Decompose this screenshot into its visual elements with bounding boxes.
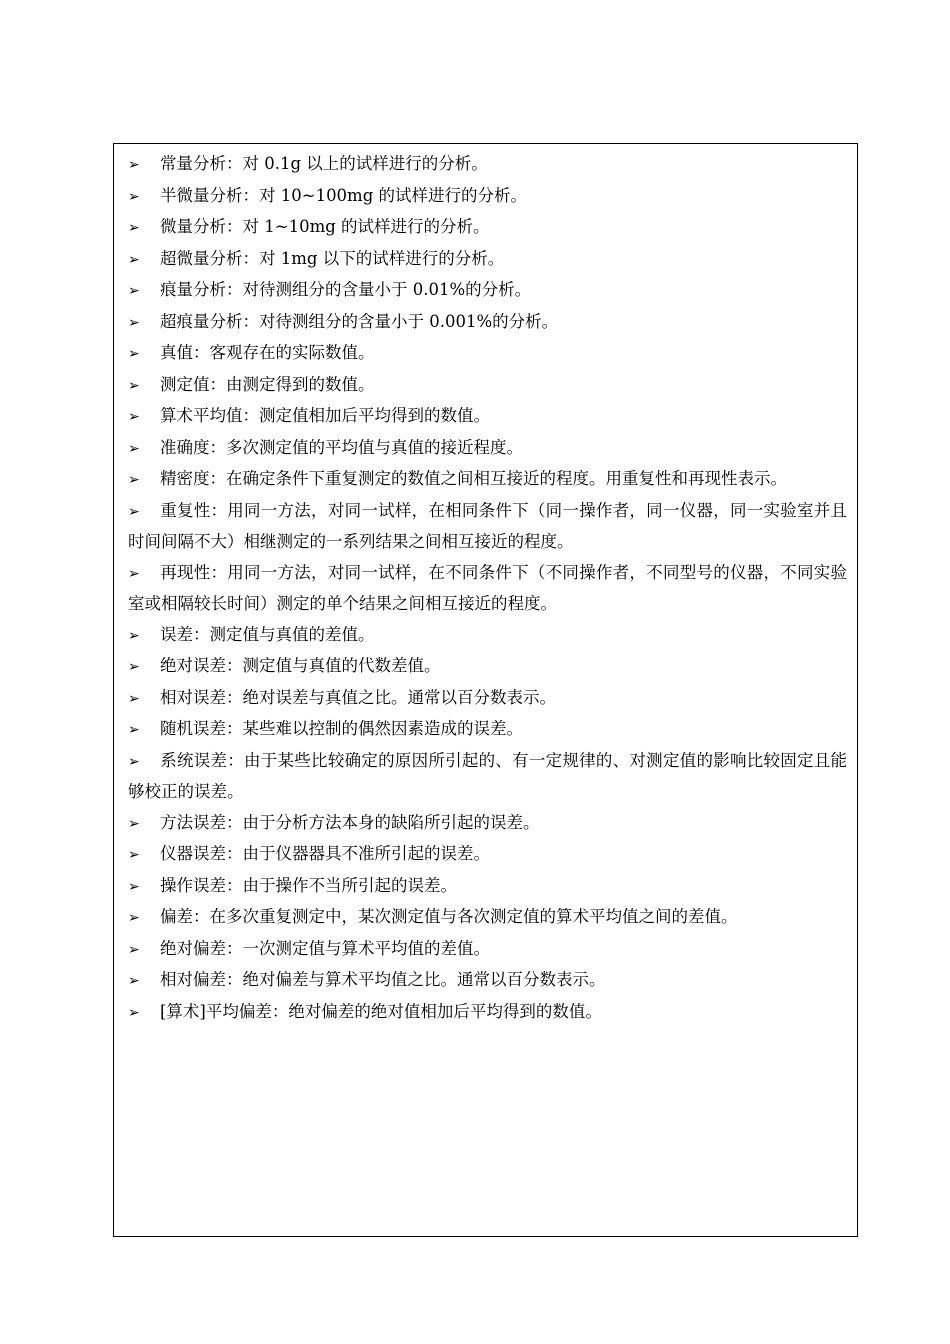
item-text: 操作误差：由于操作不当所引起的误差。 — [160, 875, 457, 895]
arrow-bullet-icon: ➢ — [128, 1004, 140, 1021]
list-item — [128, 965, 847, 997]
list-item — [128, 808, 847, 840]
arrow-bullet-icon: ➢ — [128, 377, 140, 394]
arrow-bullet-icon: ➢ — [128, 753, 140, 770]
list-item — [128, 370, 847, 402]
arrow-bullet-icon: ➢ — [128, 157, 140, 173]
item-text: 真值：客观存在的实际数值。 — [160, 343, 375, 362]
item-text: 算术平均值：测定值相加后平均得到的数值。 — [160, 406, 490, 425]
list-item — [128, 746, 847, 808]
arrow-bullet-icon: ➢ — [128, 722, 140, 738]
list-item — [128, 683, 847, 715]
arrow-bullet-icon: ➢ — [128, 659, 140, 675]
list-item — [128, 997, 847, 1029]
item-text: 常量分析：对 0.1g 以上的试样进行的分析。 — [160, 154, 488, 173]
list-item — [128, 433, 847, 465]
item-text: 绝对误差：测定值与真值的代数差值。 — [160, 656, 441, 675]
arrow-bullet-icon: ➢ — [128, 878, 140, 895]
item-text: 误差：测定值与真值的差值。 — [160, 624, 375, 644]
item-text: 超痕量分析：对待测组分的含量小于 0.001%的分析。 — [160, 311, 559, 331]
item-text: 相对偏差：绝对偏差与算术平均值之比。通常以百分数表示。 — [160, 970, 606, 989]
list-item — [128, 934, 847, 966]
item-text: 随机误差：某些难以控制的偶然因素造成的误差。 — [160, 719, 523, 738]
item-text: 精密度：在确定条件下重复测定的数值之间相互接近的程度。用重复性和再现性表示。 — [160, 469, 787, 488]
item-text: 系统误差：由于某些比较确定的原因所引起的、有一定规律的、对测定值的影响比较固定且能够校正的误差。 — [128, 750, 847, 801]
arrow-bullet-icon: ➢ — [128, 565, 140, 582]
item-text: 方法误差：由于分析方法本身的缺陷所引起的误差。 — [160, 812, 540, 832]
list-item — [128, 464, 847, 496]
arrow-bullet-icon: ➢ — [128, 283, 140, 299]
list-item — [128, 307, 847, 339]
arrow-bullet-icon: ➢ — [128, 503, 140, 520]
arrow-bullet-icon: ➢ — [128, 440, 140, 457]
arrow-bullet-icon: ➢ — [128, 251, 140, 268]
arrow-bullet-icon: ➢ — [128, 973, 140, 989]
content-frame — [113, 143, 858, 1237]
item-text: 绝对偏差：一次测定值与算术平均值的差值。 — [160, 938, 490, 958]
list-item — [128, 212, 847, 244]
list-item — [128, 620, 847, 652]
arrow-bullet-icon: ➢ — [128, 188, 140, 205]
item-text: 偏差：在多次重复测定中，某次测定值与各次测定值的算术平均值之间的差值。 — [160, 907, 738, 926]
item-text: 半微量分析：对 10~100mg 的试样进行的分析。 — [160, 185, 528, 205]
item-text: 再现性：用同一方法，对同一试样，在不同条件下（不同操作者，不同型号的仪器，不同实验室或相隔较长时间）测定的单个结果之间相互接近的程度。 — [128, 562, 847, 613]
list-item — [128, 244, 847, 276]
item-text: 重复性：用同一方法，对同一试样，在相同条件下（同一操作者，同一仪器，同一实验室并且时间间隔不大）相继测定的一系列结果之间相互接近的程度。 — [128, 500, 847, 551]
item-text: 测定值：由测定得到的数值。 — [160, 374, 375, 394]
item-text: 相对误差：绝对误差与真值之比。通常以百分数表示。 — [160, 687, 556, 707]
list-item — [128, 149, 847, 181]
list-item — [128, 181, 847, 213]
arrow-bullet-icon: ➢ — [128, 472, 140, 488]
item-text: 微量分析：对 1~10mg 的试样进行的分析。 — [160, 217, 490, 236]
list-item — [128, 401, 847, 433]
arrow-bullet-icon: ➢ — [128, 314, 140, 331]
arrow-bullet-icon: ➢ — [128, 910, 140, 926]
list-item — [128, 902, 847, 934]
list-item — [128, 839, 847, 871]
arrow-bullet-icon: ➢ — [128, 847, 140, 863]
arrow-bullet-icon: ➢ — [128, 409, 140, 425]
list-item — [128, 338, 847, 370]
list-item — [128, 558, 847, 620]
list-item — [128, 714, 847, 746]
item-text: 超微量分析：对 1mg 以下的试样进行的分析。 — [160, 248, 505, 268]
arrow-bullet-icon: ➢ — [128, 690, 140, 707]
arrow-bullet-icon: ➢ — [128, 627, 140, 644]
arrow-bullet-icon: ➢ — [128, 346, 140, 362]
arrow-bullet-icon: ➢ — [128, 815, 140, 832]
item-text: [算术]平均偏差：绝对偏差的绝对值相加后平均得到的数值。 — [160, 1001, 602, 1021]
list-item — [128, 496, 847, 558]
arrow-bullet-icon: ➢ — [128, 941, 140, 958]
list-item — [128, 275, 847, 307]
arrow-bullet-icon: ➢ — [128, 220, 140, 236]
item-text: 准确度：多次测定值的平均值与真值的接近程度。 — [160, 437, 523, 457]
item-text: 仪器误差：由于仪器器具不准所引起的误差。 — [160, 844, 490, 863]
item-text: 痕量分析：对待测组分的含量小于 0.01%的分析。 — [160, 280, 532, 299]
list-item — [128, 651, 847, 683]
list-item — [128, 871, 847, 903]
